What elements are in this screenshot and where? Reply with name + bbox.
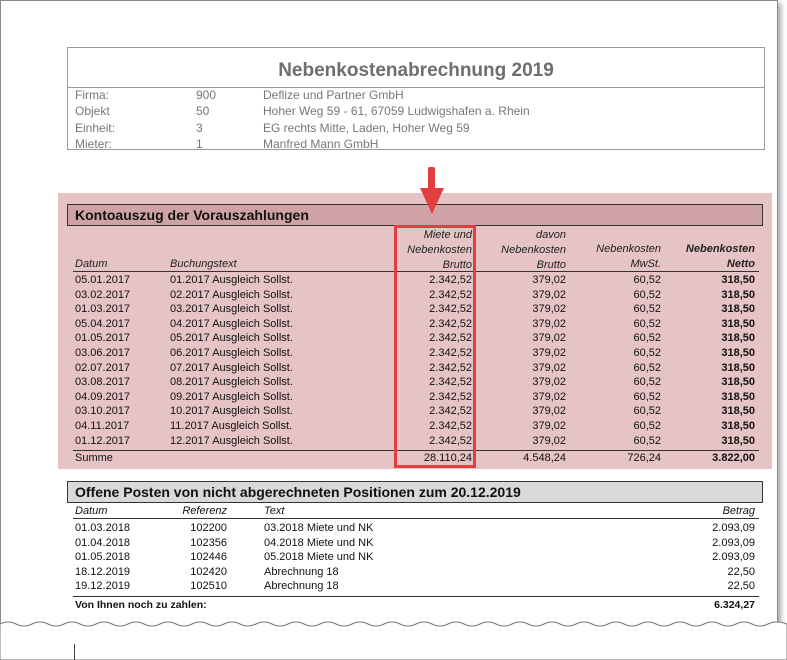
col-header-nk-line3: Brutto: [536, 259, 566, 271]
row-datum: 02.07.2017: [75, 361, 131, 374]
op-header-rule: [73, 518, 759, 519]
op-row-datum: 19.12.2019: [75, 580, 131, 593]
op-row-referenz: 102420: [190, 565, 227, 578]
row-netto: 318,50: [721, 332, 755, 345]
row-buchungstext: 03.2017 Ausgleich Sollst.: [170, 303, 293, 316]
col-header-brutto-line2: Nebenkosten: [407, 244, 472, 256]
row-buchungstext: 07.2017 Ausgleich Sollst.: [170, 361, 293, 374]
col-header-mwst: [571, 242, 661, 272]
row-nk-brutto: 379,02: [532, 405, 566, 418]
col-header-mwst-line2: MwSt.: [630, 258, 661, 270]
row-datum: 01.12.2017: [75, 434, 131, 447]
offene-posten-row: [0, 551, 787, 566]
col-header-netto-line2: Netto: [726, 258, 755, 270]
header-number: 900: [196, 88, 217, 102]
row-netto: 318,50: [721, 347, 755, 359]
op-row-text: 05.2018 Miete und NK: [264, 551, 374, 564]
report-title: Nebenkostenabrechnung 2019: [278, 60, 554, 81]
op-header-referenz: Referenz: [182, 505, 227, 517]
row-mwst: 60,52: [633, 317, 661, 330]
op-row-betrag: 2.093,09: [712, 536, 755, 549]
op-row-datum: 01.03.2018: [75, 522, 131, 534]
op-row-datum: 01.04.2018: [75, 536, 131, 549]
row-brutto: 2.342,52: [429, 434, 472, 447]
row-nk-brutto: 379,02: [532, 347, 566, 359]
op-row-referenz: 102446: [190, 551, 227, 564]
row-buchungstext: 04.2017 Ausgleich Sollst.: [170, 317, 293, 330]
row-mwst: 60,52: [633, 288, 661, 301]
header-divider: [68, 87, 764, 88]
row-buchungstext: 01.2017 Ausgleich Sollst.: [170, 274, 293, 286]
col-header-nk-line2: Nebenkosten: [501, 244, 566, 256]
op-total-amount: 6.324,27: [714, 599, 755, 611]
row-brutto: 2.342,52: [429, 332, 472, 345]
op-row-referenz: 102200: [190, 522, 227, 534]
op-row-datum: 18.12.2019: [75, 565, 131, 578]
row-netto: 318,50: [721, 274, 755, 286]
row-buchungstext: 10.2017 Ausgleich Sollst.: [170, 405, 293, 418]
row-mwst: 60,52: [633, 361, 661, 374]
row-brutto: 2.342,52: [429, 317, 472, 330]
row-nk-brutto: 379,02: [532, 332, 566, 345]
row-nk-brutto: 379,02: [532, 420, 566, 432]
sum-mwst: 726,24: [627, 452, 661, 464]
row-nk-brutto: 379,02: [532, 361, 566, 374]
row-mwst: 60,52: [633, 420, 661, 432]
annotation-box: [394, 225, 476, 468]
row-nk-brutto: 379,02: [532, 274, 566, 286]
header-label: Einheit:: [75, 121, 116, 135]
row-datum: 03.02.2017: [75, 288, 131, 301]
row-netto: 318,50: [721, 376, 755, 389]
row-datum: 01.05.2017: [75, 332, 131, 345]
op-row-betrag: 2.093,09: [712, 522, 755, 534]
header-text: EG rechts Mitte, Laden, Hoher Weg 59: [263, 121, 470, 135]
row-nk-brutto: 379,02: [532, 288, 566, 301]
col-header-netto-line1: Nebenkosten: [685, 243, 755, 255]
row-buchungstext: 08.2017 Ausgleich Sollst.: [170, 376, 293, 389]
op-header-betrag: Betrag: [722, 505, 755, 517]
row-brutto: 2.342,52: [429, 274, 472, 286]
row-datum: 03.06.2017: [75, 347, 131, 359]
row-nk-brutto: 379,02: [532, 317, 566, 330]
offene-posten-title: Offene Posten von nicht abgerechneten Positionen zum 20.12.2019: [67, 481, 763, 503]
header-label: Mieter:: [75, 137, 112, 151]
row-brutto: 2.342,52: [429, 420, 472, 432]
row-netto: 318,50: [721, 303, 755, 316]
row-netto: 318,50: [721, 420, 755, 432]
row-netto: 318,50: [721, 405, 755, 418]
op-header-datum: Datum: [75, 505, 108, 517]
row-netto: 318,50: [721, 434, 755, 447]
row-netto: 318,50: [721, 288, 755, 301]
row-brutto: 2.342,52: [429, 390, 472, 403]
row-buchungstext: 05.2017 Ausgleich Sollst.: [170, 332, 293, 345]
op-row-text: Abrechnung 18: [264, 580, 339, 593]
row-datum: 04.11.2017: [75, 420, 130, 432]
header-text: Manfred Mann GmbH: [263, 137, 379, 151]
op-total-rule: [73, 596, 759, 597]
row-mwst: 60,52: [633, 390, 661, 403]
op-row-betrag: 22,50: [727, 580, 755, 593]
row-nk-brutto: 379,02: [532, 303, 566, 316]
row-netto: 318,50: [721, 390, 755, 403]
op-header-text: Text: [264, 505, 285, 517]
row-datum: 05.04.2017: [75, 317, 131, 330]
row-datum: 03.08.2017: [75, 376, 131, 389]
offene-posten-row: [0, 566, 787, 581]
row-buchungstext: 02.2017 Ausgleich Sollst.: [170, 288, 293, 301]
row-buchungstext: 09.2017 Ausgleich Sollst.: [170, 390, 293, 403]
row-mwst: 60,52: [633, 274, 661, 286]
op-total-label: Von Ihnen noch zu zahlen:: [75, 599, 207, 611]
kontoauszug-title: Kontoauszug der Vorauszahlungen: [67, 204, 763, 226]
offene-posten-row: [0, 537, 787, 552]
report-header: [67, 47, 765, 150]
op-row-text: 03.2018 Miete und NK: [264, 522, 374, 534]
sum-brutto: 28.110,24: [423, 452, 472, 464]
row-netto: 318,50: [721, 317, 755, 330]
col-header-nk-brutto: [476, 228, 566, 273]
row-mwst: 60,52: [633, 405, 661, 418]
row-mwst: 60,52: [633, 303, 661, 316]
row-brutto: 2.342,52: [429, 347, 472, 359]
header-label: Objekt: [75, 104, 110, 118]
header-text: Hoher Weg 59 - 61, 67059 Ludwigshafen a. Rhein: [263, 104, 530, 118]
col-header-nk-line1: davon: [536, 229, 566, 241]
op-row-referenz: 102356: [190, 536, 227, 549]
offene-posten-row: [0, 522, 787, 537]
op-row-betrag: 2.093,09: [712, 551, 755, 564]
row-datum: 05.01.2017: [75, 274, 131, 286]
col-header-brutto-line3: Brutto: [442, 259, 472, 271]
row-datum: 04.09.2017: [75, 390, 131, 403]
col-header-mwst-line1: Nebenkosten: [596, 243, 661, 255]
row-nk-brutto: 379,02: [532, 390, 566, 403]
row-brutto: 2.342,52: [429, 405, 472, 418]
torn-page-edge: [0, 600, 787, 660]
row-brutto: 2.342,52: [429, 361, 472, 374]
row-mwst: 60,52: [633, 347, 661, 359]
row-mwst: 60,52: [633, 376, 661, 389]
sum-label: Summe: [75, 452, 113, 464]
col-header-buchungstext: Buchungstext: [170, 258, 237, 270]
op-row-datum: 01.05.2018: [75, 551, 131, 564]
sum-netto: 3.822,00: [712, 452, 755, 464]
row-mwst: 60,52: [633, 332, 661, 345]
row-brutto: 2.342,52: [429, 376, 472, 389]
row-buchungstext: 06.2017 Ausgleich Sollst.: [170, 347, 293, 359]
offene-posten-row: [0, 580, 787, 595]
row-nk-brutto: 379,02: [532, 434, 566, 447]
row-datum: 01.03.2017: [75, 303, 131, 316]
row-datum: 03.10.2017: [75, 405, 131, 418]
row-netto: 318,50: [721, 361, 755, 374]
op-row-text: 04.2018 Miete und NK: [264, 536, 374, 549]
row-buchungstext: 11.2017 Ausgleich Sollst.: [170, 420, 293, 432]
col-header-netto: [665, 242, 755, 272]
header-number: 50: [196, 104, 210, 118]
col-header-datum: Datum: [75, 258, 108, 270]
header-label: Firma:: [75, 88, 109, 102]
op-row-betrag: 22,50: [727, 565, 755, 578]
op-row-referenz: 102510: [190, 580, 227, 593]
annotation-arrow-icon: [420, 188, 444, 214]
sum-nk: 4.548,24: [523, 452, 566, 464]
op-row-text: Abrechnung 18: [264, 565, 339, 578]
header-number: 3: [196, 121, 203, 135]
col-header-brutto-line1: Miete und: [423, 229, 472, 241]
header-text: Deflize und Partner GmbH: [263, 88, 404, 102]
row-buchungstext: 12.2017 Ausgleich Sollst.: [170, 434, 293, 447]
row-brutto: 2.342,52: [429, 288, 472, 301]
fold-mark: [74, 644, 75, 660]
row-mwst: 60,52: [633, 434, 661, 447]
row-nk-brutto: 379,02: [532, 376, 566, 389]
row-brutto: 2.342,52: [429, 303, 472, 316]
header-number: 1: [196, 137, 203, 151]
